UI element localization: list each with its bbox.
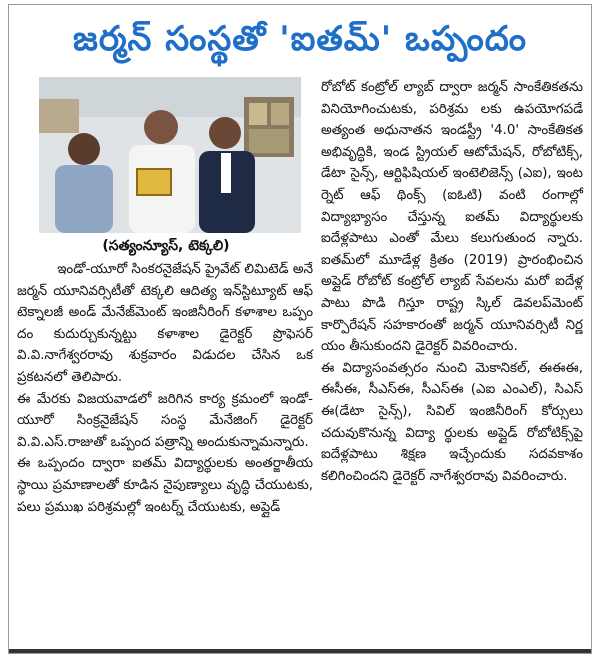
photo-illustration: [39, 77, 301, 233]
right-column: [321, 77, 583, 487]
bottom-rule: [9, 649, 591, 653]
dateline: (సత్యంన్యూస్, టెక్కలి): [102, 238, 230, 254]
paragraph: ఈ మేరకు విజయవాడలో జరిగిన కార్య క్రమంలో ఇండో-యూరో సింక్రనైజేషన్ సంస్థ మేనేజింగ్ డైరెక్టర్ వి.వి.ఎస్.రాజుతో ఒప్పంద పత్రాన్ని అందుకున్నామన్నారు.: [17, 391, 313, 450]
news-photo: [39, 77, 301, 233]
paragraph: ఇండో-యూరో సింకరనైజేషన్ ప్రైవేట్ లిమిటెడ్ అనే జర్మన్ యూనివర్సిటీతో టెక్కలి ఆదిత్య ఇన్‌స్టిట్యూట్ ఆఫ్ టెక్నాలజీ అండ్ మేనేజ్‌మెంట్ ఇంజినీరింగ్ కళాశాల ఒప్పం దం కుదుర్చుకున్నట్టు కళాశాల డైరెక్టర్ ప్రొఫెసర్ వి.వి.నాగేశ్వరరావు శుక్రవారం విడుదల చేసిన ఒక ప్రకటనలో తెలిపారు.: [17, 262, 313, 385]
newspaper-clipping: [8, 4, 592, 654]
paragraph: ఈ విద్యాసంవత్సరం నుంచి మెకానికల్, ఈఈఈ, ఈసీఈ, సీఎస్ఈ, సీఎస్ఈ (ఎఐ ఎంఎల్), సిఎస్ ఈ(డేటా సైన్స్), సివిల్ ఇంజినీరింగ్ కోర్సులు చదువుకొనున్న విద్యా ర్థులకు అప్లైడ్ రోబోటిక్స్‌పై ఐదేళ్లపాటు శిక్షణ ఇచ్చేందుకు సదవకాశం కలిగించిందని డైరెక్టర్ నాగేశ్వరరావు వివరించారు.: [321, 360, 583, 484]
paragraph: రోబోట్ కంట్రోల్ ల్యాబ్ ద్వారా జర్మన్ సాంకేతికతను వినియోగించుటకు, పరిశ్రమ లకు ఉపయోగపడే అత్యంత అధునాతన ఇండస్ట్రీ '4.0' సాంకేతికత అభివృద్ధికి, ఇండ స్ట్రియల్ ఆటోమేషన్, రోబోటిక్స్, డేటా సైన్స్, ఆర్టిఫిషియల్ ఇంటెలిజెన్స్ (ఎఐ), ఇంట ర్నెట్ ఆఫ్ థింక్స్ (ఐఓటి) వంటి రంగాల్లో విద్యాభ్యాసం చేస్తున్న ఐతమ్ విద్యార్థులకు ఐదేళ్లపాటు ఎంతో మేలు కలుగుతుంద న్నారు. ఐతమ్‌లో మూడేళ్ల క్రితం (2019) ప్రారంభించిన అప్లైడ్ రోబోట్ కంట్రోల్ ల్యాబ్ సేవలను మరో ఐదేళ్ల పాటు పొడి గిస్తూ రాష్ట్ర స్కిల్ డెవలప్‌మెంట్ కార్పొరేషన్ సహకారంతో జర్మన్ యూనివర్సిటీ నిర్ణ యం తీసుకుందని డైరెక్టర్ వివరించారు.: [321, 80, 583, 355]
headline: జర్మన్ సంస్థతో 'ఐతమ్' ఒప్పందం: [72, 19, 528, 59]
left-column: [17, 259, 313, 518]
paragraph: ఈ ఒప్పందం ద్వారా ఐతమ్ విద్యార్థులకు అంతర్జాతీయ స్థాయి ప్రమాణాలతో కూడిన నైపుణ్యాలు వృద్ధి చేయుటకు, పలు ప్రముఖ పరిశ్రమల్లో ఇంటర్న్ చేయుటకు, అప్లైడ్: [17, 456, 313, 515]
